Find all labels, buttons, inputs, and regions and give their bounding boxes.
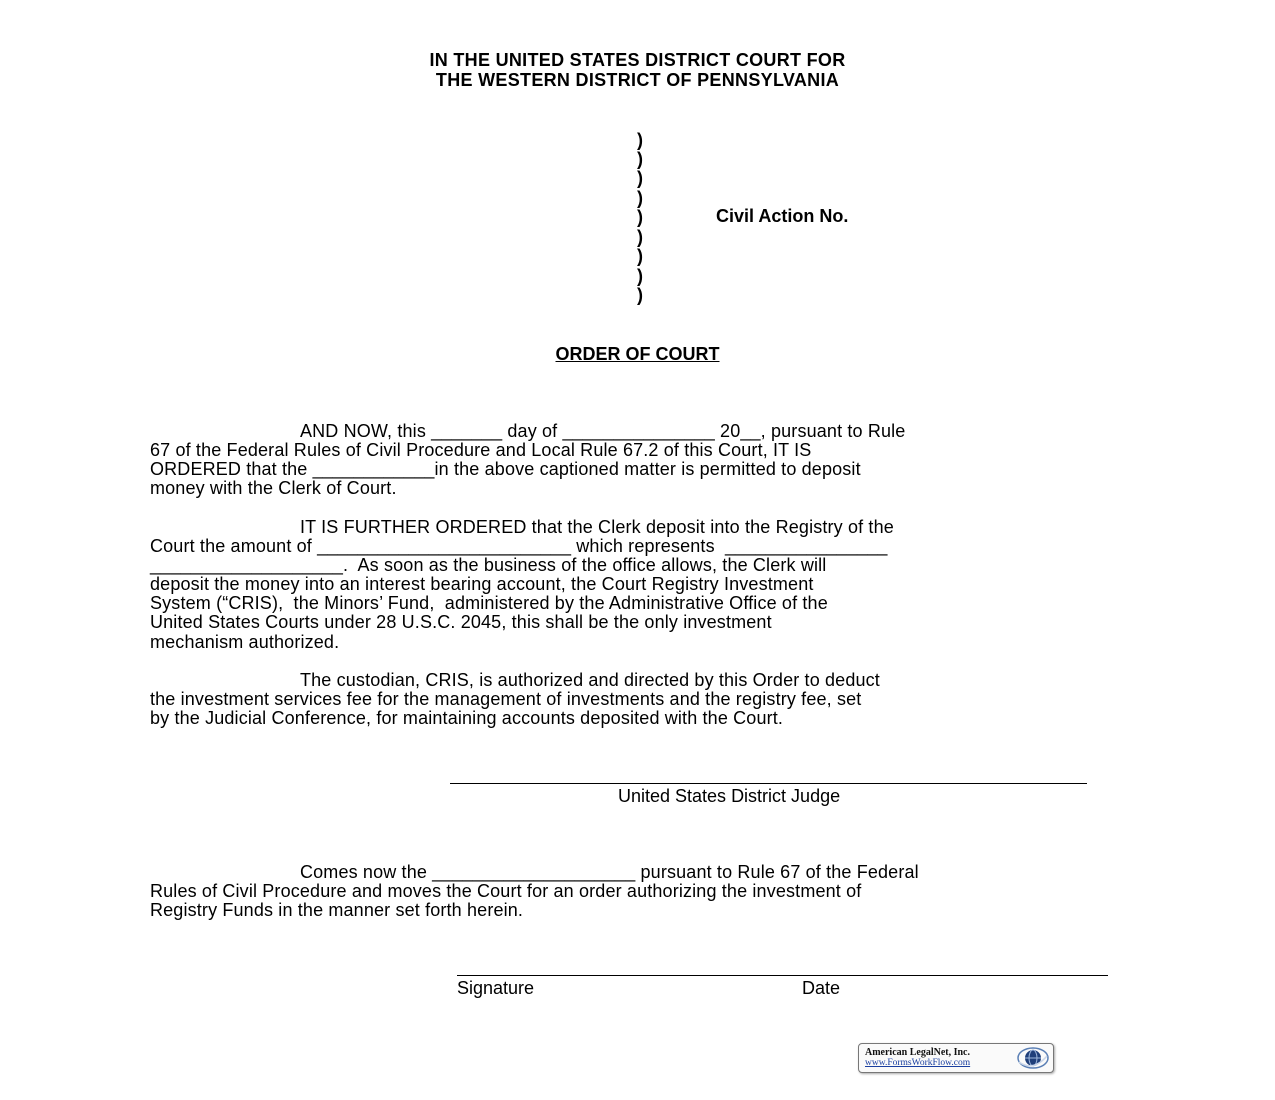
court-heading-line1: IN THE UNITED STATES DISTRICT COURT FOR (429, 50, 846, 70)
paragraph-line: The custodian, CRIS, is authorized and directed by this Order to deduct (300, 670, 880, 690)
caption-paren: ) (637, 130, 643, 150)
caption-paren: ) (637, 266, 643, 286)
caption-paren: ) (637, 168, 643, 188)
paragraph-line: money with the Clerk of Court. (150, 478, 397, 498)
caption-paren: ) (637, 207, 643, 227)
caption-paren: ) (637, 227, 643, 247)
judge-signature-line[interactable] (450, 783, 1087, 784)
paragraph-line: IT IS FURTHER ORDERED that the Clerk deposit into the Registry of the (300, 517, 894, 537)
caption-paren: ) (637, 285, 643, 305)
civil-action-label: Civil Action No. (716, 206, 849, 226)
paragraph-line: deposit the money into an interest bearing account, the Court Registry Investment (150, 574, 814, 594)
paragraph-line: mechanism authorized. (150, 632, 340, 652)
paragraph-line: AND NOW, this _______ day of _______________ 20__, pursuant to Rule (300, 421, 906, 441)
document-title: ORDER OF COURT (555, 344, 720, 364)
paragraph-line: System (“CRIS), the Minors’ Fund, administered by the Administrative Office of the (150, 593, 828, 613)
paragraph-line: by the Judicial Conference, for maintaining accounts deposited with the Court. (150, 708, 784, 728)
caption-paren: ) (637, 246, 643, 266)
paragraph-line: the investment services fee for the management of investments and the registry fee, set (150, 689, 862, 709)
logo-company-name: American LegalNet, Inc. (865, 1047, 970, 1058)
american-legalnet-logo[interactable] (858, 1043, 1054, 1073)
paragraph-line: ___________________. As soon as the business of the office allows, the Clerk will (150, 555, 827, 575)
logo-url-link[interactable]: www.FormsWorkFlow.com (865, 1058, 971, 1068)
paragraph-line: Court the amount of _________________________ which represents ________________ (150, 536, 888, 556)
globe-icon (1013, 1046, 1049, 1070)
paragraph-line: Registry Funds in the manner set forth herein. (150, 900, 524, 920)
court-heading-line2: THE WESTERN DISTRICT OF PENNSYLVANIA (435, 70, 840, 90)
paragraph-line: 67 of the Federal Rules of Civil Procedure and Local Rule 67.2 of this Court, IT IS (150, 440, 812, 460)
date-label: Date (802, 978, 841, 998)
caption-paren: ) (637, 149, 643, 169)
caption-paren: ) (637, 188, 643, 208)
paragraph-line: United States Courts under 28 U.S.C. 2045, this shall be the only investment (150, 612, 772, 632)
signature-date-line[interactable] (457, 975, 1108, 976)
paragraph-line: Comes now the ____________________ pursuant to Rule 67 of the Federal (300, 862, 919, 882)
judge-label: United States District Judge (618, 786, 841, 806)
signature-label: Signature (457, 978, 535, 998)
paragraph-line: ORDERED that the ____________in the above captioned matter is permitted to deposit (150, 459, 861, 479)
paragraph-line: Rules of Civil Procedure and moves the Court for an order authorizing the investment of (150, 881, 862, 901)
